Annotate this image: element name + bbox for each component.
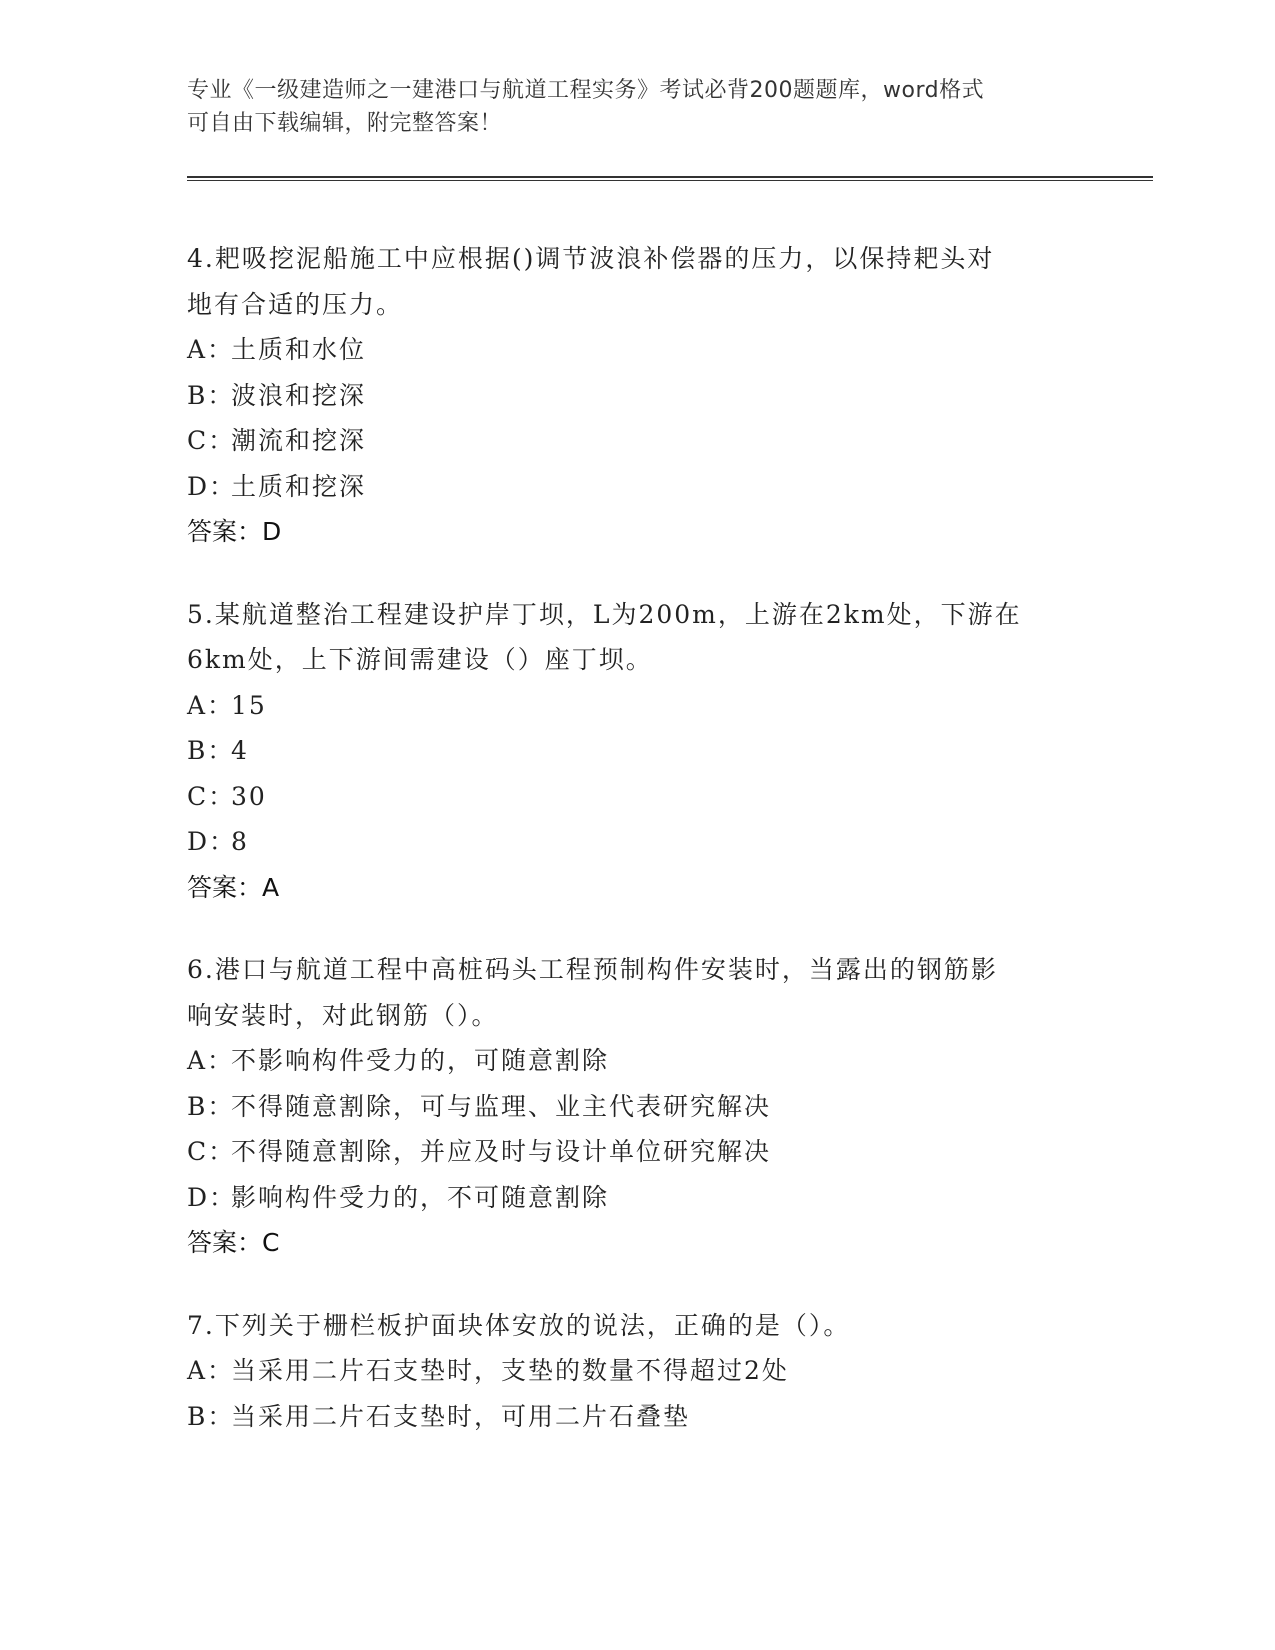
option-d (187, 464, 1067, 510)
option-key: B： (187, 1091, 235, 1121)
question-6 (187, 947, 1067, 1266)
option-c (187, 1129, 1067, 1175)
option-key: A： (187, 1046, 235, 1075)
header-title-line-2: 可自由下载编辑，附完整答案！ (187, 111, 503, 136)
option-b (187, 1084, 1067, 1130)
option-key: B： (187, 736, 235, 765)
option-a (187, 327, 1067, 373)
option-a (187, 683, 1067, 729)
header-title-line-1: 专业《一级建造师之一建港口与航道工程实务》考试必背200题题库，word格式 (187, 78, 985, 103)
question-stem-line-1: 6.港口与航道工程中高桩码头工程预制构件安装时，当露出的钢筋影 (187, 955, 998, 984)
option-b (187, 1394, 1067, 1440)
answer-label: 答案：D (187, 517, 282, 546)
question-7 (187, 1303, 1067, 1440)
question-list (187, 236, 1067, 1476)
option-text: 波浪和挖深 (231, 380, 367, 410)
question-stem-line-2: 6km处，上下游间需建设（）座丁坝。 (187, 645, 653, 674)
header-divider (187, 176, 1153, 181)
answer-label: 答案：C (187, 1228, 280, 1257)
option-b (187, 728, 1067, 774)
question-4 (187, 236, 1067, 555)
option-c (187, 418, 1067, 464)
option-key: B： (187, 380, 235, 410)
option-key: D： (187, 471, 237, 501)
option-key: D： (187, 1182, 237, 1212)
option-text: 4 (231, 736, 249, 765)
option-text: 潮流和挖深 (231, 426, 367, 455)
option-a (187, 1348, 1067, 1394)
option-key: C： (187, 426, 236, 455)
option-key: A： (187, 1356, 235, 1385)
option-text: 影响构件受力的，不可随意割除 (231, 1182, 610, 1212)
option-c (187, 774, 1067, 820)
option-key: C： (187, 781, 236, 811)
option-text: 8 (231, 827, 249, 856)
question-stem (187, 947, 1067, 1038)
question-stem-line-2: 地有合适的压力。 (187, 289, 404, 319)
option-a (187, 1038, 1067, 1084)
question-stem-line-2: 响安装时，对此钢筋（）。 (187, 1000, 499, 1030)
option-text: 当采用二片石支垫时，可用二片石叠垫 (231, 1401, 691, 1431)
option-key: B： (187, 1401, 235, 1431)
question-stem (187, 1303, 1067, 1349)
option-text: 30 (231, 781, 267, 811)
option-text: 当采用二片石支垫时，支垫的数量不得超过2处 (231, 1356, 789, 1385)
document-header (187, 74, 1067, 140)
question-stem-line-1: 4.耙吸挖泥船施工中应根据()调节波浪补偿器的压力，以保持耙头对 (187, 244, 995, 273)
option-text: 不得随意割除，并应及时与设计单位研究解决 (231, 1137, 772, 1166)
question-stem-line-1: 7.下列关于栅栏板护面块体安放的说法，正确的是（）。 (187, 1310, 851, 1340)
question-5 (187, 592, 1067, 911)
option-text: 15 (231, 690, 267, 720)
option-text: 土质和水位 (231, 335, 367, 364)
option-key: A： (187, 690, 235, 720)
answer-label: 答案：A (187, 872, 280, 902)
option-text: 土质和挖深 (231, 471, 367, 501)
option-text: 不得随意割除，可与监理、业主代表研究解决 (231, 1091, 772, 1121)
option-d (187, 819, 1067, 865)
option-b (187, 373, 1067, 419)
question-stem (187, 236, 1067, 327)
option-key: D： (187, 827, 237, 856)
option-d (187, 1175, 1067, 1221)
option-text: 不影响构件受力的，可随意割除 (231, 1046, 610, 1075)
option-key: C： (187, 1137, 236, 1166)
question-stem (187, 592, 1067, 683)
option-key: A： (187, 335, 235, 364)
question-stem-line-1: 5.某航道整治工程建设护岸丁坝，L为200m，上游在2km处，下游在 (187, 599, 1022, 629)
